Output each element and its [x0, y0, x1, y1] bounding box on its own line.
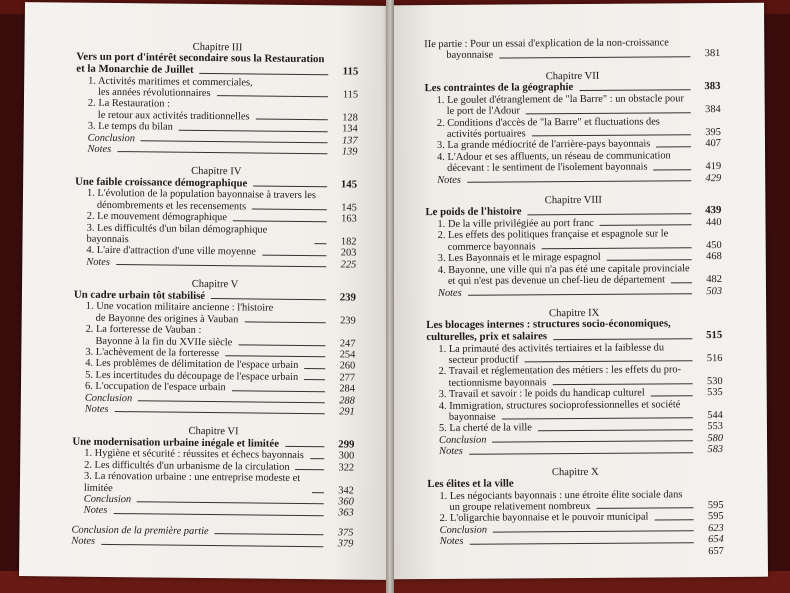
toc-entry-text: dénombrements et les recensements — [96, 199, 247, 213]
toc-entry — [425, 138, 721, 151]
leader-line — [304, 368, 325, 369]
toc-entry — [427, 387, 723, 400]
leader-line — [607, 259, 692, 261]
chapter-title — [426, 330, 722, 344]
page-number: 516 — [706, 352, 723, 365]
toc-entry-text: Conclusion — [83, 493, 132, 506]
toc-entry-text: 1. De la ville privilégiée au port franc — [437, 217, 594, 231]
page-number: 277 — [339, 372, 356, 384]
toc-entry-text: 3. Les Bayonnais et le mirage espagnol — [437, 252, 601, 265]
leader-line — [233, 220, 327, 222]
page-number: 284 — [339, 383, 356, 395]
leader-line — [138, 400, 325, 403]
leader-line — [579, 89, 690, 91]
leader-line — [179, 129, 328, 132]
leader-line — [525, 361, 693, 363]
leader-line — [238, 344, 325, 346]
leader-line — [468, 293, 692, 296]
page-number: 530 — [707, 375, 723, 387]
leader-line — [542, 247, 692, 249]
leader-line — [253, 186, 327, 188]
toc-entry — [425, 173, 721, 186]
leader-line — [114, 411, 324, 414]
page-number: 535 — [707, 387, 723, 399]
chapter-title-text: Le poids de l'histoire — [425, 205, 522, 219]
page-number: 260 — [339, 360, 356, 372]
leader-line — [553, 338, 692, 340]
toc-entry — [72, 471, 354, 497]
toc-entry-text: 3. Travail et savoir : le poids du handicap culturel — [438, 387, 645, 401]
page-number: 657 — [708, 545, 724, 557]
toc-entry-line: 4. L'Adour et ses affluents, un réseau de communication — [437, 150, 671, 163]
page-number: 440 — [705, 217, 722, 229]
toc-entry — [425, 104, 721, 117]
chapter-title: Les élites et la ville — [427, 477, 514, 491]
page-number: 379 — [337, 538, 354, 550]
leader-line — [469, 452, 693, 455]
toc-entry-text: Conclusion — [84, 392, 133, 404]
toc-entry-text: Notes — [84, 403, 109, 415]
chapter-title-text: Les contraintes de la géographie — [424, 81, 574, 95]
closing-entry — [71, 536, 353, 550]
page-number: 544 — [707, 409, 723, 422]
leader-line — [502, 418, 693, 420]
leader-line — [113, 513, 323, 516]
leader-line — [671, 282, 692, 283]
leader-line — [600, 225, 692, 227]
page-number: 419 — [705, 161, 722, 173]
toc-left — [71, 41, 358, 551]
toc-entry-line: 2. La Restauration : — [87, 98, 170, 111]
toc-entry-line: 2. Les effets des politiques française et espagnole sur le — [437, 228, 669, 242]
toc-entry-line: 1. La primauté des activités tertiaires et la faiblesse du — [438, 341, 665, 355]
leader-line — [526, 112, 691, 114]
page-number: 468 — [706, 251, 722, 263]
chapter-title: Vers un port d'intérêt secondaire sous la Restauration — [76, 51, 325, 66]
toc-entry — [74, 256, 356, 270]
toc-entry — [73, 404, 355, 418]
page-number: 239 — [340, 315, 356, 327]
leader-line — [310, 458, 324, 459]
chapter-label: Chapitre X — [551, 466, 599, 478]
leader-line — [493, 530, 694, 532]
page-number: 139 — [341, 146, 358, 158]
leader-line — [232, 390, 325, 392]
toc-entry-line: 1. Les négociants bayonnais : une étroite élite sociale dans — [439, 488, 683, 502]
left-page — [19, 2, 393, 580]
page-number: 288 — [339, 394, 355, 407]
page-number: 291 — [339, 406, 355, 418]
toc-entry-line: 1. Activités maritimes et commerciales, — [88, 75, 253, 89]
part-heading-text: bayonnaise — [446, 49, 494, 62]
chapter-label: Chapitre VIII — [544, 194, 602, 207]
leader-line — [528, 213, 692, 215]
toc-entry-text: Notes — [437, 174, 461, 186]
leader-line — [532, 135, 691, 137]
toc-entry-text: 2. Le mouvement démographique — [86, 210, 228, 224]
toc-entry-text: et qui n'est pas devenue un chef-lieu de département — [447, 274, 666, 288]
toc-entry-text: 4. L'aire d'attraction d'une ville moyenne — [86, 245, 256, 258]
page-number: 482 — [706, 274, 722, 286]
page-number: 654 — [708, 534, 724, 546]
page-number: 450 — [706, 239, 722, 251]
toc-entry-line: 2. Conditions d'accès de "la Barre" et fluctuations des — [436, 116, 660, 129]
page-number: 163 — [341, 213, 357, 225]
leader-line — [200, 73, 329, 75]
page-number: 134 — [342, 123, 358, 135]
toc-entry-text: activités portuaires — [446, 128, 526, 140]
toc-entry — [425, 217, 721, 230]
toc-entry — [426, 251, 722, 264]
toc-entry — [426, 353, 722, 366]
page-number: 407 — [705, 138, 722, 150]
page-number: 182 — [340, 236, 357, 248]
page-number: 239 — [339, 291, 357, 304]
leader-line — [654, 519, 693, 520]
toc-entry-line: 2. La forteresse de Vauban : — [85, 323, 202, 337]
page-number: 254 — [339, 349, 356, 361]
toc-entry-text: 5. Les incertitudes du découpage de l'espace urbain — [85, 369, 299, 383]
page-number: 342 — [338, 484, 354, 497]
page-number: 360 — [338, 496, 354, 508]
page-number: 300 — [338, 450, 355, 462]
page-number: 623 — [708, 522, 724, 534]
closing-entry-text: Conclusion de la première partie — [71, 524, 209, 537]
leader-line — [256, 119, 328, 121]
chapter-label: Chapitre VII — [545, 70, 600, 83]
chapter-title-text: culturelles, prix et salaires — [426, 330, 548, 343]
leader-line — [137, 502, 324, 505]
toc-entry-text: Bayonne à la fin du XVIIe siècle — [95, 335, 233, 348]
part-heading — [424, 48, 720, 61]
chapter-title-text: et la Monarchie de Juillet — [76, 62, 194, 76]
page-number: 515 — [706, 328, 723, 342]
leader-line — [244, 321, 325, 323]
leader-line — [651, 395, 693, 396]
page-number: 299 — [338, 438, 355, 451]
toc-entry-text: de Bayonne des origines à Vauban — [95, 312, 239, 326]
toc-entry-text: le retour aux activités traditionnelles — [97, 109, 250, 123]
page-number: 595 — [707, 511, 724, 523]
leader-line — [654, 169, 692, 170]
leader-line — [304, 379, 325, 380]
page-number: 115 — [342, 65, 359, 78]
toc-entry-text: Notes — [439, 535, 464, 548]
toc-entry-text: 1. Hygiène et sécurité : réussites et échecs bayonnais — [84, 448, 304, 462]
chapter-title-text: Une modernisation urbaine inégale et limitée — [72, 435, 280, 450]
toc-entry-text: 3. Le temps du bilan — [87, 120, 173, 133]
page-number: 381 — [704, 48, 721, 60]
toc-entry-text: 2. Les difficultés d'un urbanisme de la circulation — [84, 459, 290, 473]
page-number: 203 — [340, 247, 357, 260]
leader-line — [538, 429, 693, 431]
page-number: 137 — [341, 135, 358, 147]
toc-entry-line: 4. Bayonne, une ville qui n'a pas été une capitale provinciale — [437, 262, 690, 276]
toc-entry-text: tectionnisme bayonnais — [448, 376, 547, 389]
chapter-title-text: Une faible croissance démographique — [75, 175, 248, 190]
toc-entry-line: 1. Une vocation militaire ancienne : l'histoire — [85, 301, 274, 314]
toc-entry-text: bayonnaise — [448, 411, 496, 423]
toc-entry-text: 3. La grande médiocrité de l'arrière-pays bayonnais — [436, 138, 651, 152]
toc-entry-line: 2. Travail et réglementation des métiers : les effets du pro- — [438, 364, 682, 378]
page-number: 375 — [337, 527, 354, 539]
toc-entry-text: les années révolutionnaires — [98, 86, 211, 100]
chapter-label: Chapitre IX — [548, 307, 600, 320]
toc-entry — [75, 144, 357, 158]
toc-entry-text: Notes — [437, 287, 462, 299]
toc-entry-text: 3. La rénovation urbaine : une entreprise modeste et limitée — [83, 470, 301, 494]
toc-entry-text: 3. L'achèvement de la forteresse — [85, 346, 220, 360]
toc-entry — [427, 444, 723, 457]
leader-line — [656, 146, 691, 147]
toc-entry — [428, 534, 724, 547]
page-number: 429 — [705, 172, 722, 184]
toc-entry-text: 4. Les problèmes de délimitation de l'espace urbain — [85, 358, 299, 372]
leader-line — [262, 254, 327, 256]
leader-line — [101, 544, 323, 547]
right-page — [388, 3, 768, 580]
page-number: 595 — [707, 499, 724, 512]
leader-line — [141, 140, 328, 143]
toc-entry — [426, 285, 722, 298]
toc-entry-text: Conclusion — [87, 132, 135, 144]
page-number: 580 — [707, 432, 724, 444]
toc-entry-text: secteur productif — [448, 354, 519, 366]
toc-entry-text: Conclusion — [439, 524, 488, 536]
leader-line — [211, 298, 326, 300]
page-number: 583 — [707, 444, 724, 456]
book-gutter — [386, 0, 394, 593]
closing-entry-text: Notes — [71, 535, 96, 548]
leader-line — [314, 244, 326, 245]
chapter-label: Chapitre V — [191, 279, 239, 291]
trailing-page-number — [428, 546, 724, 559]
toc-entry-text: 3. Les difficultés d'un bilan démographique bayonnais — [86, 222, 268, 246]
leader-line — [217, 96, 328, 98]
toc-entry-line: 1. Le goulet d'étranglement de "la Barre" : un obstacle pour — [436, 93, 684, 106]
page-number: 322 — [338, 462, 355, 474]
leader-line — [492, 440, 693, 442]
part-heading: IIe partie : Pour un essai d'explication de la non-croissance — [424, 37, 669, 51]
chapter-label: Chapitre VI — [188, 426, 239, 438]
leader-line — [467, 180, 691, 183]
toc-entry-text: un groupe relativement nombreux — [449, 500, 591, 513]
leader-line — [296, 469, 325, 470]
leader-line — [285, 446, 324, 447]
leader-line — [552, 383, 692, 385]
page-number: 225 — [340, 259, 357, 271]
page-number: 384 — [705, 104, 721, 116]
chapter-title: Les blocages internes : structures socio-économiques, — [426, 317, 671, 332]
leader-line — [225, 356, 325, 358]
toc-entry-text: Notes — [439, 445, 463, 458]
leader-line — [499, 56, 690, 58]
toc-entry-line: 1. L'évolution de la population bayonnaise à travers les — [86, 188, 317, 202]
leader-line — [116, 264, 326, 267]
toc-entry-text: Notes — [83, 505, 108, 517]
page-number: 383 — [704, 80, 721, 93]
chapter-label: Chapitre IV — [191, 166, 242, 178]
toc-entry-text: commerce bayonnais — [447, 241, 536, 253]
page-number: 115 — [342, 89, 359, 101]
page-number: 145 — [340, 178, 358, 191]
leader-line — [215, 533, 324, 535]
page-number: 363 — [338, 507, 354, 519]
toc-entry-text: 5. La cherté de la ville — [438, 422, 532, 435]
page-number: 247 — [339, 337, 356, 350]
page-number: 553 — [707, 421, 723, 433]
leader-line — [312, 492, 324, 493]
toc-entry-text: décevant : le sentiment de l'isolement bayonnais — [447, 161, 648, 175]
page-number: 439 — [705, 204, 722, 217]
toc-entry-text: le port de l'Adour — [446, 105, 520, 118]
page-number: 395 — [705, 127, 721, 139]
toc-entry — [74, 222, 356, 248]
leader-line — [469, 542, 693, 545]
toc-entry-line: 4. Immigration, structures socioprofessionnelles et société — [438, 398, 681, 412]
page-number: 503 — [706, 285, 723, 297]
chapter-title-text: Un cadre urbain tôt stabilisé — [73, 288, 206, 302]
leader-line — [117, 151, 327, 154]
toc-right — [424, 37, 724, 559]
toc-entry-text: Notes — [86, 256, 111, 268]
toc-entry-text: Conclusion — [439, 434, 487, 446]
toc-entry-text: 2. L'oligarchie bayonnaise et le pouvoir municipal — [439, 511, 649, 525]
chapter-title — [425, 81, 721, 95]
chapter-label: Chapitre III — [192, 41, 243, 54]
page-number: 128 — [342, 112, 358, 124]
leader-line — [252, 209, 327, 211]
leader-line — [597, 508, 694, 510]
page-number: 145 — [341, 202, 357, 214]
toc-entry-text: 6. L'occupation de l'espace urbain — [84, 380, 226, 394]
toc-entry-text: Notes — [87, 143, 112, 156]
